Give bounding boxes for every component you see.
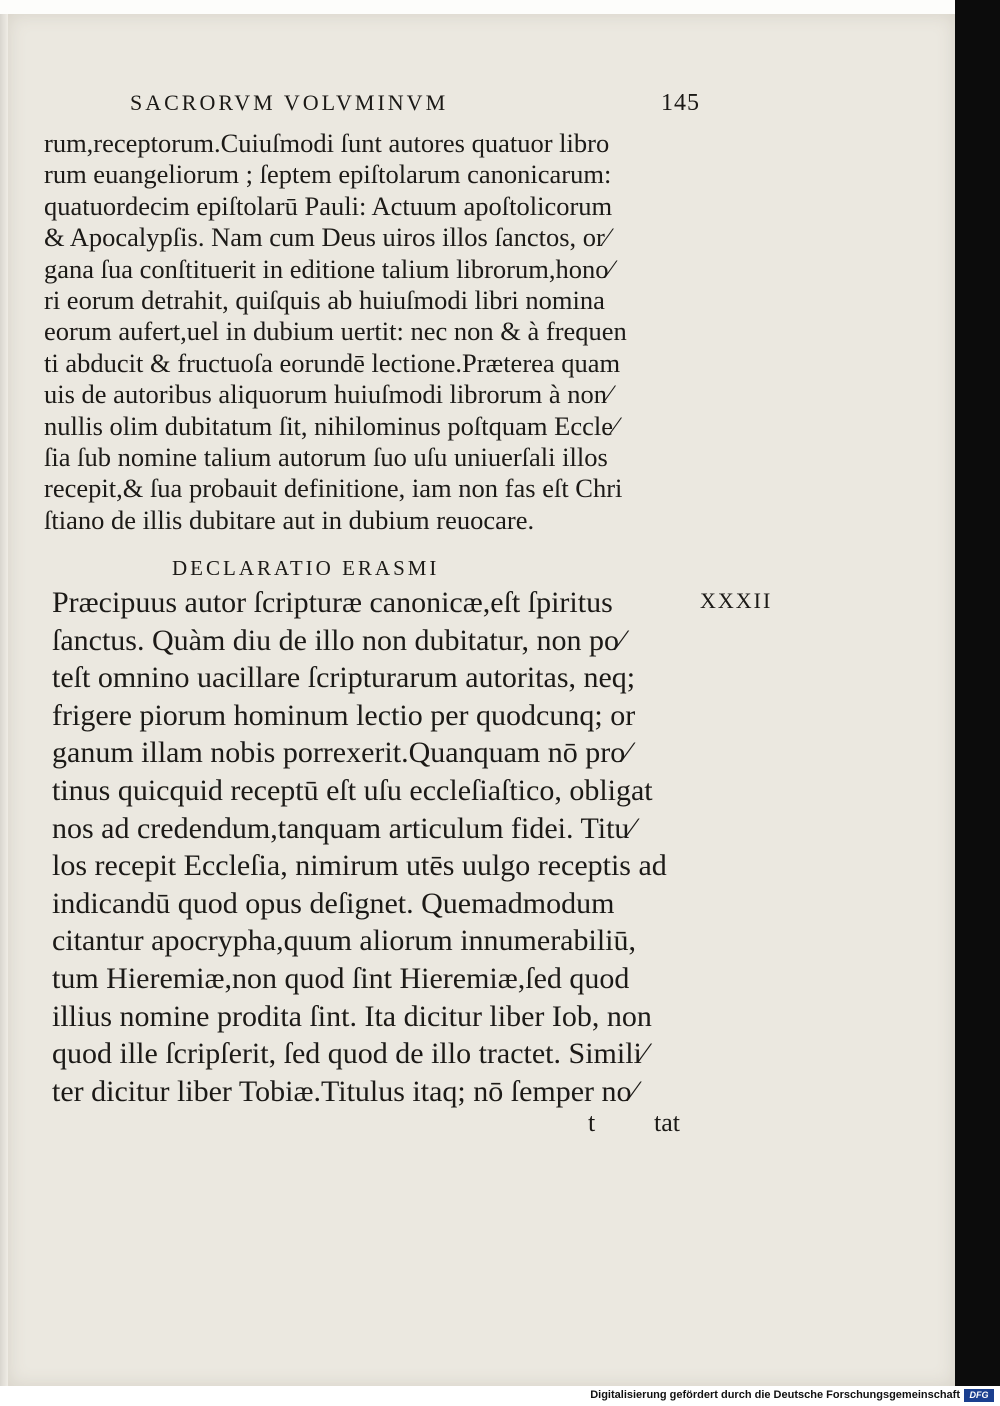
text-line: rum,receptorum.Cuiuſmodi ſunt autores quatuor libro — [44, 128, 610, 158]
text-line: los recepit Eccleſia, nimirum utēs uulgo receptis ad — [52, 849, 667, 883]
marginal-number: XXXII — [700, 588, 773, 613]
text-line: ſanctus. Quàm diu de illo non dubitatur, non po⁄ — [52, 623, 625, 657]
footer-bar — [0, 1386, 1000, 1406]
section-heading: DECLARATIO ERASMI — [172, 556, 440, 580]
text-line: ter dicitur liber Tobiæ.Titulus itaq; nō ſemper no⁄ — [52, 1074, 637, 1108]
scan-right-border — [955, 0, 1000, 1386]
text-line: uis de autoribus aliquorum huiuſmodi librorum à non⁄ — [44, 379, 612, 410]
text-line: ti abducit & fructuoſa eorundē lectione.Præterea quam — [44, 347, 621, 378]
text-line: illius nomine prodita ſint. Ita dicitur liber Iob, non — [52, 999, 652, 1033]
text-line: citantur apocrypha,quum aliorum innumerabiliū, — [52, 924, 637, 958]
paragraph-2 — [52, 584, 702, 1110]
text-line: eorum aufert,uel in dubium uertit: nec non & à frequen — [44, 316, 627, 347]
page-number: 145 — [661, 90, 700, 116]
text-line: recepit,& ſua probauit definitione, iam non fas eſt Chri — [44, 473, 623, 504]
text-line: frigere piorum hominum lectio per quodcunq; or — [52, 698, 636, 732]
text-line: ſtiano de illis dubitare aut in dubium reuocare. — [44, 504, 535, 535]
text-line: nos ad credendum,tanquam articulum fidei. Titu⁄ — [52, 811, 635, 845]
text-line: quod ille ſcripſerit, ſed quod de illo tractet. Simili⁄ — [52, 1037, 647, 1071]
running-header — [130, 90, 700, 122]
dfg-logo-icon: DFG — [964, 1389, 994, 1402]
page-left-edge — [0, 14, 8, 1386]
signature-mark: t — [588, 1108, 596, 1137]
text-line: nullis olim dubitatum ſit, nihilominus poſtquam Eccle⁄ — [44, 410, 618, 441]
text-line: gana ſua conſtituerit in editione talium librorum,hono⁄ — [44, 253, 613, 284]
footer-credit: Digitalisierung gefördert durch die Deutsche Forschungsgemeinschaft — [590, 1389, 960, 1401]
text-line: ſia ſub nomine talium autorum ſuo uſu uniuerſali illos — [44, 441, 608, 472]
text-line: ganum illam nobis porrexerit.Quanquam nō pro⁄ — [52, 736, 631, 770]
running-title: SACRORVM VOLVMINVM — [130, 90, 449, 115]
text-line: tinus quicquid receptū eſt uſu eccleſiaſtico, obligat — [52, 773, 653, 807]
text-line: teſt omnino uacillare ſcripturarum autoritas, neq; — [52, 661, 636, 695]
text-line: indicandū quod opus deſignet. Quemadmodum — [52, 886, 615, 920]
catchword: tat — [654, 1108, 680, 1137]
text-line: tum Hieremiæ,non quod ſint Hieremiæ,ſed quod — [52, 961, 630, 995]
text-line: rum euangeliorum ; ſeptem epiſtolarum canonicarum: — [44, 159, 612, 190]
text-line: Præcipuus autor ſcripturæ canonicæ,eſt ſpiritus — [52, 586, 613, 619]
paragraph-1 — [44, 128, 704, 536]
text-line: quatuordecim epiſtolarū Pauli: Actuum apoſtolicorum — [44, 190, 613, 221]
text-line: & Apocalypſis. Nam cum Deus uiros illos ſanctos, or⁄ — [44, 222, 610, 253]
text-line: ri eorum detrahit, quiſquis ab huiuſmodi libri nomina — [44, 284, 605, 315]
